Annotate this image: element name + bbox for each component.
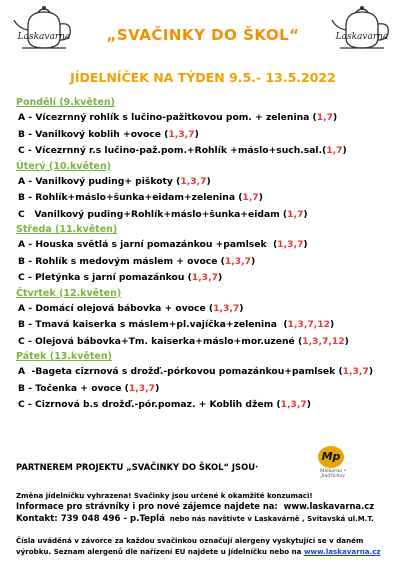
menu-item: A - Vanilkový puding+ piškoty (1,3,7) (18, 175, 211, 187)
allergen-codes: 1,3,7,12 (287, 319, 330, 330)
allergen-codes: 1,3,7,12 (302, 335, 345, 347)
menu-item: B - Rohlík s medovým máslem + ovoce (1,3,7) (18, 255, 256, 267)
allergen-codes: 1,7 (242, 192, 259, 203)
allergen-codes: 1,3,7 (213, 302, 240, 314)
allergen-codes: 1,7 (287, 208, 304, 220)
day-section (16, 96, 400, 160)
day-section (16, 160, 400, 224)
menu-item: B - Tmavá kaiserka s máslem+pl.vajíčka+zelenina (1,3,7,12) (18, 319, 335, 330)
menu-item: C - Cizrnová b.s drožď.-pór.pomaz. + Koblih džem (1,3,7) (18, 399, 311, 410)
menu-item: C - Olejová bábovka+Tm. kaiserka+máslo+mor.uzené (1,3,7,12) (18, 335, 349, 347)
menu-item: C - Vícezrnný r.s lučino-paž.pom.+Rohlík +máslo+such.sal.(1,7) (18, 145, 347, 156)
logo-wordmark: Laskavarna (17, 32, 71, 42)
weekly-menu (16, 96, 400, 414)
page-title: „SVAČINKY DO ŠKOL“ (106, 26, 300, 44)
allergen-codes: 1,3,7 (128, 382, 156, 394)
info-line: Informace pro strávníky i pro nové zájemce najdete na: www.laskavarna.cz (16, 501, 375, 511)
allergen-codes: 1,7 (316, 112, 334, 123)
allergen-codes: 1,3,7 (191, 272, 218, 283)
allergen-codes: 1,3,7 (280, 399, 307, 410)
menu-item: C - Pletýnka s jarní pomazánkou (1,3,7) (18, 272, 223, 283)
allergen-codes: 1,3,7 (180, 175, 207, 187)
allergen-note: výrobku. Seznam alergenů dle nařízení EU najdete u jídelníčku nebo na www.laskavarna.cz (16, 547, 381, 556)
menu-item: A -Bageta cizrnová s drožď.-pórkovou pomazánkou+pamlsek (1,3,7) (18, 366, 374, 377)
allergen-codes: 1,7 (326, 145, 343, 156)
day-section (16, 287, 400, 351)
menu-item: B - Točenka + ovoce (1,3,7) (18, 382, 160, 394)
footer-info (16, 490, 400, 557)
menu-item: A - Vícezrnný rohlík s lučino-pažitkovou pom. + zelenina (1,7) (18, 112, 338, 123)
day-heading: Čtvrtek (12.květen) (16, 287, 122, 299)
day-heading: Pátek (13.květen) (16, 351, 112, 362)
allergen-codes: 1,3,7 (224, 255, 252, 267)
partner-statement: PARTNEREM PROJEKTU „SVAČINKY DO ŠKOL“ JSOU· (16, 462, 259, 472)
menu-item: B - Rohlík+máslo+šunka+eidam+zelenina (1,7) (18, 192, 263, 203)
allergen-note: Čísla uváděná v závorce za každou svačinkou označují alergeny vyskytující se v daném (16, 536, 364, 545)
allergen-codes: 1,3,7 (277, 239, 304, 250)
day-heading: Pondělí (9.květen) (16, 97, 115, 108)
disclaimer-line: Změna jídelníčku vyhrazena! Svačinky jsou určené k okamžité konzumaci! (16, 491, 313, 500)
logo-wordmark: Laskavarna (335, 32, 389, 42)
partner-logo-mark: Mp (318, 446, 344, 468)
day-section (16, 350, 400, 414)
partner-logo-caption: Mlékárna • Jindřichov (319, 469, 347, 479)
day-heading: Úterý (10.květen) (16, 160, 112, 172)
menu-item: A - Domácí olejová bábovka + ovoce (1,3,7) (18, 302, 244, 314)
day-heading: Středa (11.květen) (16, 224, 118, 235)
menu-week-subtitle: JÍDELNÍČEK NA TÝDEN 9.5.- 13.5.2022 (70, 70, 336, 85)
day-section (16, 223, 400, 287)
website-link[interactable]: www.laskavarna.cz (303, 547, 381, 556)
website-link[interactable]: www.laskavarna.cz (283, 501, 375, 511)
menu-item: A - Houska světlá s jarní pomazánkou +pamlsek (1,3,7) (18, 239, 308, 250)
allergen-codes: 1,3,7 (168, 128, 195, 140)
partner-logo (312, 446, 352, 480)
menu-item: C Vanilkový puding+Rohlík+máslo+šunka+eidam (1,7) (18, 208, 308, 220)
contact-line: Kontakt: 739 048 496 - p.Teplá nebo nás navštivte v Laskavárně , Svitavská ul.M.T. (16, 514, 374, 524)
allergen-codes: 1,3,7 (342, 366, 369, 377)
menu-item: B - Vanilkový koblih +ovoce (1,3,7) (18, 128, 199, 140)
